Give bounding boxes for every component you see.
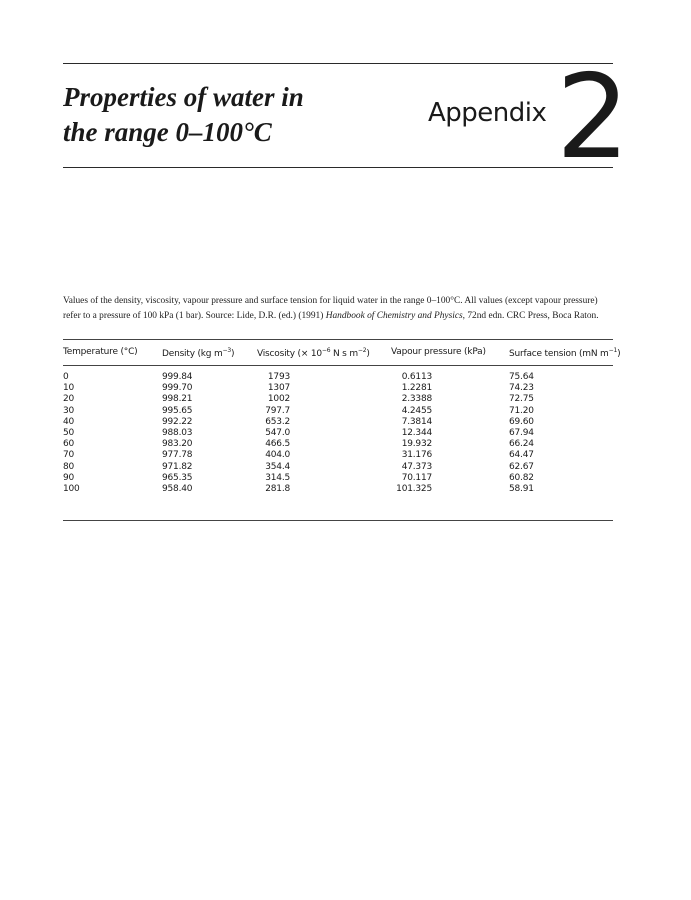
density-header-text: Density (kg m — [162, 349, 223, 359]
table-header-rule — [63, 365, 613, 366]
cell-surface-tension: 75.64 — [509, 372, 534, 382]
cell-viscosity: 653.2 — [265, 416, 290, 427]
cell-viscosity: 354.4 — [265, 461, 290, 472]
table-row — [0, 439, 691, 450]
cell-temperature: 50 — [63, 427, 75, 438]
table-row — [0, 383, 691, 394]
cell-density: 958.40 — [162, 483, 193, 494]
cell-viscosity: 1793 — [267, 372, 290, 382]
cell-surface-tension: 66.24 — [509, 439, 534, 450]
cell-density: 999.84 — [162, 372, 193, 382]
column-header-surface-tension — [509, 347, 620, 359]
cell-temperature: 60 — [63, 439, 75, 450]
cell-temperature: 70 — [63, 450, 75, 461]
cell-temperature: 20 — [63, 394, 75, 405]
column-header-temperature: Temperature (°C) — [63, 347, 138, 357]
cell-temperature: 100 — [63, 483, 80, 494]
cell-surface-tension: 64.47 — [509, 450, 534, 461]
cell-surface-tension: 69.60 — [509, 416, 534, 427]
cell-surface-tension: 58.91 — [509, 483, 534, 494]
cell-vapour-pressure: 0.6113 — [401, 372, 432, 382]
cell-density: 988.03 — [162, 427, 193, 438]
caption-text-1: Values of the density, viscosity, vapour pressure and surface tension for liquid water in the range 0–100°C. All values (except vapour pressure) refer to a pressure of 100 kPa (1 bar). Source: Lide, D.R. (ed.) (1991) — [63, 296, 598, 321]
cell-surface-tension: 74.23 — [509, 383, 534, 394]
table-row — [0, 394, 691, 405]
density-header-close: ) — [231, 349, 235, 359]
table-row — [0, 417, 691, 428]
cell-temperature: 0 — [63, 372, 69, 382]
density-header-exponent: −3 — [222, 347, 231, 354]
cell-density: 995.65 — [162, 405, 193, 416]
cell-viscosity: 281.8 — [265, 483, 290, 494]
cell-surface-tension: 67.94 — [509, 427, 534, 438]
viscosity-header-exponent-1: −6 — [321, 347, 331, 354]
cell-viscosity: 547.0 — [265, 427, 290, 438]
viscosity-header-text: Viscosity (× 10 — [257, 349, 322, 359]
cell-density: 965.35 — [162, 472, 193, 483]
cell-vapour-pressure: 101.325 — [396, 483, 432, 494]
table-row — [0, 473, 691, 484]
caption-text-2: , 72nd edn. CRC Press, Boca Raton. — [462, 310, 599, 321]
cell-temperature: 40 — [63, 416, 75, 427]
cell-vapour-pressure: 31.176 — [401, 450, 432, 461]
cell-vapour-pressure: 7.3814 — [401, 416, 432, 427]
surface-header-text: Surface tension (mN m — [509, 349, 609, 359]
cell-density: 999.70 — [162, 383, 193, 394]
table-top-rule — [63, 339, 613, 340]
viscosity-header-units: N s m — [330, 349, 358, 359]
column-header-vapour-pressure: Vapour pressure (kPa) — [391, 347, 486, 357]
cell-viscosity: 404.0 — [265, 450, 290, 461]
cell-vapour-pressure: 2.3388 — [401, 394, 432, 405]
surface-header-exponent: −1 — [608, 347, 618, 354]
table-body — [0, 372, 691, 495]
cell-density: 998.21 — [162, 394, 193, 405]
viscosity-header-exponent-2: −2 — [357, 347, 367, 354]
cell-temperature: 30 — [63, 405, 75, 416]
page-title — [63, 80, 383, 150]
cell-vapour-pressure: 1.2281 — [401, 383, 432, 394]
title-line-1: Properties of water in — [63, 82, 304, 112]
cell-temperature: 90 — [63, 472, 75, 483]
caption-book-title: Handbook of Chemistry and Physics — [325, 310, 463, 321]
table-row — [0, 406, 691, 417]
cell-density: 977.78 — [162, 450, 193, 461]
appendix-number: 2 — [556, 50, 626, 185]
cell-surface-tension: 71.20 — [509, 405, 534, 416]
cell-surface-tension: 62.67 — [509, 461, 534, 472]
cell-vapour-pressure: 47.373 — [401, 461, 432, 472]
surface-header-close: ) — [617, 349, 621, 359]
cell-temperature: 10 — [63, 383, 75, 394]
cell-density: 983.20 — [162, 439, 193, 450]
column-header-viscosity — [257, 347, 370, 359]
table-row — [0, 428, 691, 439]
cell-density: 992.22 — [162, 416, 193, 427]
cell-viscosity: 314.5 — [265, 472, 290, 483]
table-caption — [63, 294, 615, 323]
cell-temperature: 80 — [63, 461, 75, 472]
cell-viscosity: 1307 — [267, 383, 290, 394]
viscosity-header-close: ) — [366, 349, 370, 359]
column-header-density — [162, 347, 234, 359]
cell-viscosity: 797.7 — [265, 405, 290, 416]
cell-surface-tension: 72.75 — [509, 394, 534, 405]
table-row — [0, 484, 691, 495]
cell-vapour-pressure: 4.2455 — [401, 405, 432, 416]
cell-vapour-pressure: 12.344 — [401, 427, 432, 438]
cell-density: 971.82 — [162, 461, 193, 472]
cell-surface-tension: 60.82 — [509, 472, 534, 483]
table-row — [0, 450, 691, 461]
cell-viscosity: 466.5 — [265, 439, 290, 450]
cell-vapour-pressure: 19.932 — [401, 439, 432, 450]
table-row — [0, 462, 691, 473]
cell-viscosity: 1002 — [267, 394, 290, 405]
table-row — [0, 372, 691, 383]
cell-vapour-pressure: 70.117 — [401, 472, 432, 483]
table-bottom-rule — [63, 520, 613, 521]
top-rule — [63, 63, 613, 64]
appendix-label: Appendix — [428, 98, 547, 128]
title-line-2: the range 0–100°C — [63, 117, 272, 147]
header-bottom-rule — [63, 167, 613, 168]
